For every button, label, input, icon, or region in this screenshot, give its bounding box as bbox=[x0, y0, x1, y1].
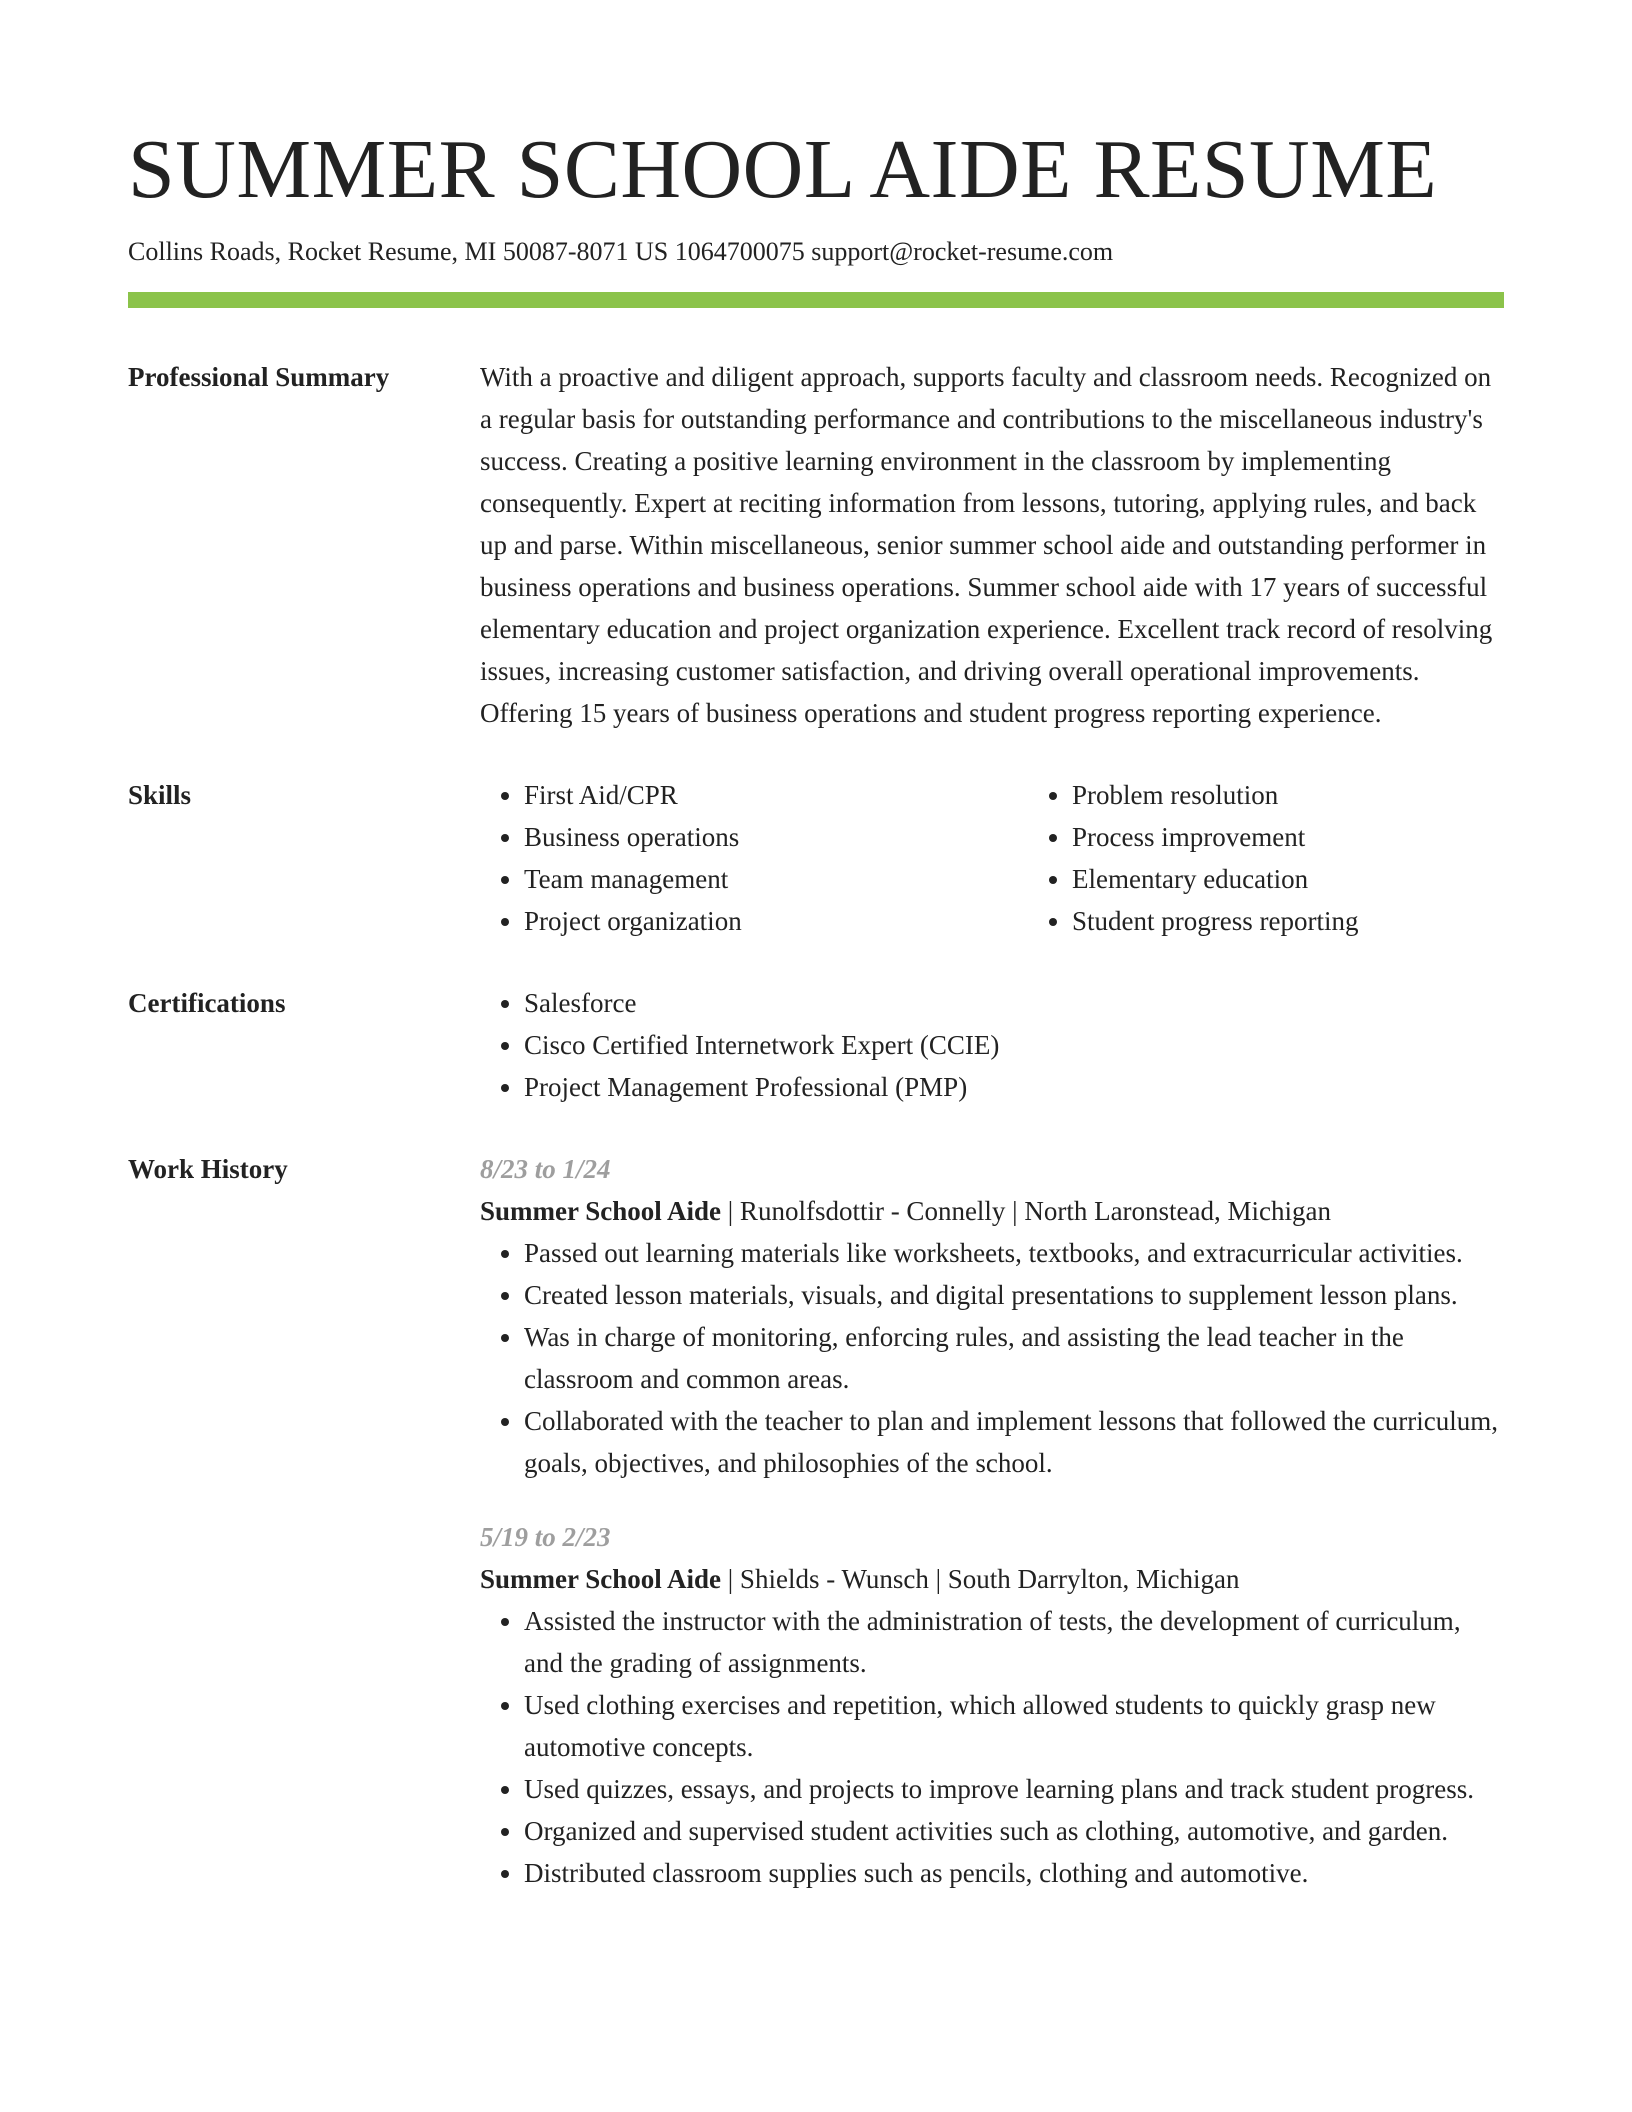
job-duties-list bbox=[480, 1232, 1504, 1484]
job-entry bbox=[480, 1148, 1504, 1484]
skill-item: • Elementary education bbox=[1072, 858, 1592, 900]
job-dates: 5/19 to 2/23 bbox=[480, 1522, 611, 1552]
section-content bbox=[480, 356, 1504, 734]
skill-item: • First Aid/CPR bbox=[524, 774, 984, 816]
job-dates: 8/23 to 1/24 bbox=[480, 1154, 611, 1184]
skill-item: • Project organization bbox=[524, 900, 984, 942]
job-duty: • Passed out learning materials like worksheets, textbooks, and extracurricular activities. bbox=[524, 1232, 1504, 1274]
job-duty: • Collaborated with the teacher to plan and implement lessons that followed the curriculum, goals, objectives, and philosophies of the school. bbox=[524, 1400, 1504, 1484]
resume-title: SUMMER SCHOOL AIDE RESUME bbox=[128, 123, 1438, 216]
section-content bbox=[480, 1148, 1504, 1894]
job-duty: • Distributed classroom supplies such as pencils, clothing and automotive. bbox=[524, 1852, 1504, 1894]
skill-item: • Team management bbox=[524, 858, 984, 900]
section-label: Professional Summary bbox=[128, 362, 390, 392]
section-label: Skills bbox=[128, 780, 192, 810]
skill-item: • Problem resolution bbox=[1072, 774, 1592, 816]
summary-text: With a proactive and diligent approach, supports faculty and classroom needs. Recognized on a regular basis for outstanding performance and contributions to the miscellaneous industry's success. Creating a positive learning environment in the classroom by implementing consequently. Expert at reciting information from lessons, tutoring, applying rules, and back up and parse. Within miscellaneous, senior summer school aide and outstanding performer in business operations and business operations. Summer school aide with 17 years of successful elementary education and project organization experience. Excellent track record of resolving issues, increasing customer satisfaction, and driving overall operational improvements. Offering 15 years of business operations and student progress reporting experience. bbox=[480, 362, 1493, 728]
professional-summary-section bbox=[128, 356, 1504, 734]
job-duty: • Was in charge of monitoring, enforcing rules, and assisting the lead teacher in the classroom and common areas. bbox=[524, 1316, 1504, 1400]
job-entry bbox=[480, 1516, 1504, 1894]
skills-list-right bbox=[1028, 774, 1592, 942]
section-content bbox=[480, 774, 1504, 942]
job-duty: • Used clothing exercises and repetition, which allowed students to quickly grasp new automotive concepts. bbox=[524, 1684, 1504, 1768]
section-label: Work History bbox=[128, 1154, 288, 1184]
skill-item: • Business operations bbox=[524, 816, 984, 858]
job-title: Summer School Aide bbox=[480, 1196, 722, 1226]
section-content bbox=[480, 982, 1504, 1108]
skill-item: • Process improvement bbox=[1072, 816, 1592, 858]
job-heading bbox=[480, 1190, 1504, 1232]
job-employer-location: | Runolfsdottir - Connelly | North Laronstead, Michigan bbox=[721, 1196, 1331, 1226]
job-duties-list bbox=[480, 1600, 1504, 1894]
certifications-section bbox=[128, 982, 1504, 1108]
section-label: Certifications bbox=[128, 988, 286, 1018]
certification-item: • Cisco Certified Internetwork Expert (CCIE) bbox=[524, 1024, 1504, 1066]
resume-page bbox=[128, 0, 1504, 1894]
skills-columns bbox=[480, 774, 1504, 942]
certifications-list bbox=[480, 982, 1504, 1108]
job-title: Summer School Aide bbox=[480, 1564, 722, 1594]
contact-info: Collins Roads, Rocket Resume, MI 50087-8071 US 1064700075 support@rocket-resume.com bbox=[128, 237, 1114, 266]
job-employer-location: | Shields - Wunsch | South Darrylton, Michigan bbox=[721, 1564, 1240, 1594]
job-heading bbox=[480, 1558, 1504, 1600]
header-divider bbox=[128, 292, 1504, 308]
certification-item: • Project Management Professional (PMP) bbox=[524, 1066, 1504, 1108]
skill-item: • Student progress reporting bbox=[1072, 900, 1592, 942]
job-duty: • Organized and supervised student activities such as clothing, automotive, and garden. bbox=[524, 1810, 1504, 1852]
work-history-section bbox=[128, 1148, 1504, 1894]
job-duty: • Used quizzes, essays, and projects to improve learning plans and track student progress. bbox=[524, 1768, 1504, 1810]
certification-item: • Salesforce bbox=[524, 982, 1504, 1024]
skills-list-left bbox=[480, 774, 984, 942]
job-duty: • Assisted the instructor with the administration of tests, the development of curriculum, and the grading of assignments. bbox=[524, 1600, 1504, 1684]
skills-section bbox=[128, 774, 1504, 942]
job-duty: • Created lesson materials, visuals, and digital presentations to supplement lesson plans. bbox=[524, 1274, 1504, 1316]
